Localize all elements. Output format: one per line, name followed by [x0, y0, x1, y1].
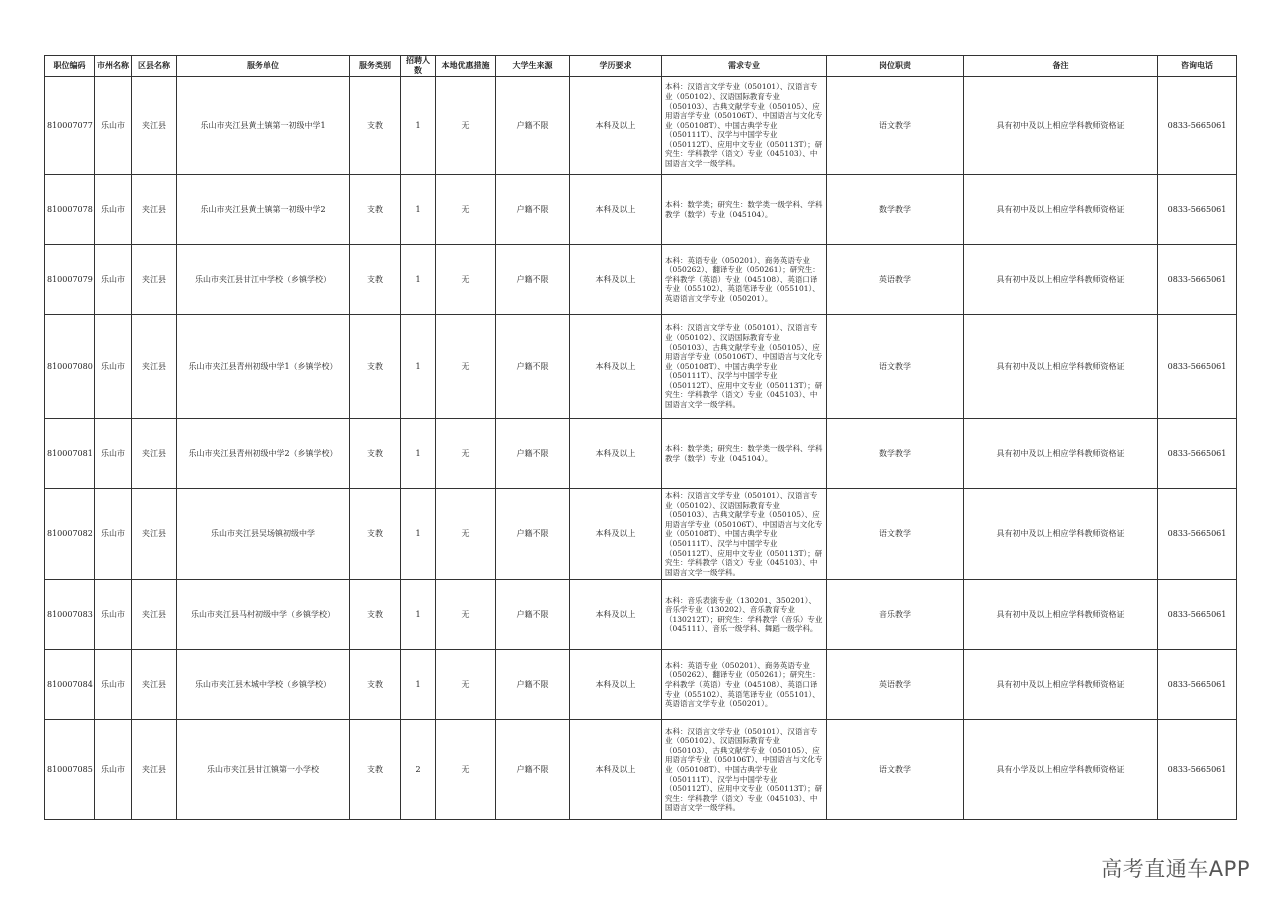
county-cell: 夹江县	[132, 175, 177, 245]
major-cell: 本科：汉语言文学专业（050101）、汉语言专业（050102）、汉语国际教育专业（050103）、古典文献学专业（050105）、应用语言学专业（050106T）、中国语言与文化专业（050108T）、中国古典学专业（050111T）、汉学与中国学专业（050112T）、应用中文专业（050113T）；研究生：学科教学（语文）专业（045103）、中国语言文学一级学科。	[662, 720, 827, 820]
table-row	[45, 245, 1237, 315]
service-type-cell: 支教	[350, 315, 401, 419]
education-cell: 本科及以上	[570, 489, 662, 580]
service-type-cell: 支教	[350, 77, 401, 175]
major-cell: 本科：数学类；研究生：数学类一级学科、学科教学（数学）专业（045104）。	[662, 419, 827, 489]
education-cell: 本科及以上	[570, 77, 662, 175]
job-code-cell: 810007083	[45, 580, 95, 650]
phone-cell: 0833-5665061	[1158, 419, 1237, 489]
city-cell: 乐山市	[95, 175, 132, 245]
unit-cell: 乐山市夹江县青州初级中学2（乡镇学校）	[177, 419, 350, 489]
header-cell: 本地优惠措施	[436, 56, 496, 77]
county-cell: 夹江县	[132, 489, 177, 580]
phone-cell: 0833-5665061	[1158, 175, 1237, 245]
city-cell: 乐山市	[95, 580, 132, 650]
student-source-cell: 户籍不限	[496, 580, 570, 650]
job-code-cell: 810007080	[45, 315, 95, 419]
job-code-cell: 810007081	[45, 419, 95, 489]
county-cell: 夹江县	[132, 419, 177, 489]
remark-cell: 具有初中及以上相应学科教师资格证	[964, 315, 1158, 419]
major-cell: 本科：汉语言文学专业（050101）、汉语言专业（050102）、汉语国际教育专业（050103）、古典文献学专业（050105）、应用语言学专业（050106T）、中国语言与文化专业（050108T）、中国古典学专业（050111T）、汉学与中国学专业（050112T）、应用中文专业（050113T）；研究生：学科教学（语文）专业（045103）、中国语言文学一级学科。	[662, 77, 827, 175]
watermark: 高考直通车APP	[1101, 857, 1250, 881]
header-cell: 学历要求	[570, 56, 662, 77]
major-cell: 本科：汉语言文学专业（050101）、汉语言专业（050102）、汉语国际教育专业（050103）、古典文献学专业（050105）、应用语言学专业（050106T）、中国语言与文化专业（050108T）、中国古典学专业（050111T）、汉学与中国学专业（050112T）、应用中文专业（050113T）；研究生：学科教学（语文）专业（045103）、中国语言文学一级学科。	[662, 489, 827, 580]
phone-cell: 0833-5665061	[1158, 489, 1237, 580]
service-type-cell: 支教	[350, 580, 401, 650]
recruit-count-cell: 1	[401, 245, 436, 315]
local-benefit-cell: 无	[436, 580, 496, 650]
unit-cell: 乐山市夹江县青州初级中学1（乡镇学校）	[177, 315, 350, 419]
duty-cell: 语文教学	[827, 315, 964, 419]
student-source-cell: 户籍不限	[496, 650, 570, 720]
city-cell: 乐山市	[95, 245, 132, 315]
table-row	[45, 580, 1237, 650]
local-benefit-cell: 无	[436, 650, 496, 720]
county-cell: 夹江县	[132, 245, 177, 315]
remark-cell: 具有初中及以上相应学科教师资格证	[964, 245, 1158, 315]
student-source-cell: 户籍不限	[496, 245, 570, 315]
recruit-count-cell: 1	[401, 175, 436, 245]
county-cell: 夹江县	[132, 650, 177, 720]
recruit-count-cell: 1	[401, 650, 436, 720]
header-cell: 市州名称	[95, 56, 132, 77]
remark-cell: 具有初中及以上相应学科教师资格证	[964, 650, 1158, 720]
education-cell: 本科及以上	[570, 315, 662, 419]
header-cell: 服务单位	[177, 56, 350, 77]
local-benefit-cell: 无	[436, 315, 496, 419]
table-row	[45, 489, 1237, 580]
remark-cell: 具有小学及以上相应学科教师资格证	[964, 720, 1158, 820]
header-cell: 咨询电话	[1158, 56, 1237, 77]
recruit-count-cell: 1	[401, 489, 436, 580]
duty-cell: 英语教学	[827, 245, 964, 315]
job-code-cell: 810007079	[45, 245, 95, 315]
education-cell: 本科及以上	[570, 419, 662, 489]
major-cell: 本科：英语专业（050201）、商务英语专业（050262）、翻译专业（050261）；研究生：学科教学（英语）专业（045108）、英语口译专业（055102）、英语笔译专业（055101）、英语语言文学专业（050201）。	[662, 245, 827, 315]
education-cell: 本科及以上	[570, 245, 662, 315]
job-code-cell: 810007078	[45, 175, 95, 245]
student-source-cell: 户籍不限	[496, 720, 570, 820]
recruit-count-cell: 1	[401, 77, 436, 175]
remark-cell: 具有初中及以上相应学科教师资格证	[964, 77, 1158, 175]
recruit-count-cell: 1	[401, 419, 436, 489]
local-benefit-cell: 无	[436, 245, 496, 315]
header-cell: 备注	[964, 56, 1158, 77]
major-cell: 本科：数学类；研究生：数学类一级学科、学科教学（数学）专业（045104）。	[662, 175, 827, 245]
major-cell: 本科：英语专业（050201）、商务英语专业（050262）、翻译专业（050261）；研究生：学科教学（英语）专业（045108）、英语口译专业（055102）、英语笔译专业（055101）、英语语言文学专业（050201）。	[662, 650, 827, 720]
job-code-cell: 810007077	[45, 77, 95, 175]
city-cell: 乐山市	[95, 720, 132, 820]
major-cell: 本科：音乐表演专业（130201、350201）、音乐学专业（130202）、音乐教育专业（130212T）；研究生：学科教学（音乐）专业（045111）、音乐一级学科、舞蹈一级学科。	[662, 580, 827, 650]
county-cell: 夹江县	[132, 77, 177, 175]
table-row	[45, 419, 1237, 489]
remark-cell: 具有初中及以上相应学科教师资格证	[964, 489, 1158, 580]
unit-cell: 乐山市夹江县甘江镇第一小学校	[177, 720, 350, 820]
student-source-cell: 户籍不限	[496, 489, 570, 580]
student-source-cell: 户籍不限	[496, 175, 570, 245]
local-benefit-cell: 无	[436, 419, 496, 489]
education-cell: 本科及以上	[570, 720, 662, 820]
education-cell: 本科及以上	[570, 650, 662, 720]
duty-cell: 数学教学	[827, 419, 964, 489]
phone-cell: 0833-5665061	[1158, 315, 1237, 419]
header-cell: 招聘人数	[401, 56, 436, 77]
phone-cell: 0833-5665061	[1158, 650, 1237, 720]
remark-cell: 具有初中及以上相应学科教师资格证	[964, 175, 1158, 245]
job-code-cell: 810007082	[45, 489, 95, 580]
service-type-cell: 支教	[350, 419, 401, 489]
county-cell: 夹江县	[132, 315, 177, 419]
remark-cell: 具有初中及以上相应学科教师资格证	[964, 419, 1158, 489]
duty-cell: 英语教学	[827, 650, 964, 720]
job-table-body	[45, 77, 1237, 820]
education-cell: 本科及以上	[570, 175, 662, 245]
duty-cell: 语文教学	[827, 77, 964, 175]
service-type-cell: 支教	[350, 489, 401, 580]
student-source-cell: 户籍不限	[496, 419, 570, 489]
recruit-count-cell: 1	[401, 315, 436, 419]
local-benefit-cell: 无	[436, 489, 496, 580]
job-code-cell: 810007084	[45, 650, 95, 720]
student-source-cell: 户籍不限	[496, 77, 570, 175]
job-table	[44, 55, 1237, 820]
county-cell: 夹江县	[132, 720, 177, 820]
duty-cell: 语文教学	[827, 720, 964, 820]
city-cell: 乐山市	[95, 315, 132, 419]
phone-cell: 0833-5665061	[1158, 580, 1237, 650]
table-row	[45, 315, 1237, 419]
unit-cell: 乐山市夹江县黄土镇第一初级中学2	[177, 175, 350, 245]
education-cell: 本科及以上	[570, 580, 662, 650]
student-source-cell: 户籍不限	[496, 315, 570, 419]
local-benefit-cell: 无	[436, 720, 496, 820]
job-code-cell: 810007085	[45, 720, 95, 820]
city-cell: 乐山市	[95, 489, 132, 580]
recruit-count-cell: 1	[401, 580, 436, 650]
city-cell: 乐山市	[95, 650, 132, 720]
table-row	[45, 77, 1237, 175]
duty-cell: 语文教学	[827, 489, 964, 580]
local-benefit-cell: 无	[436, 77, 496, 175]
service-type-cell: 支教	[350, 175, 401, 245]
phone-cell: 0833-5665061	[1158, 77, 1237, 175]
header-cell: 职位编码	[45, 56, 95, 77]
city-cell: 乐山市	[95, 419, 132, 489]
duty-cell: 数学教学	[827, 175, 964, 245]
unit-cell: 乐山市夹江县吴场镇初级中学	[177, 489, 350, 580]
recruit-count-cell: 2	[401, 720, 436, 820]
service-type-cell: 支教	[350, 720, 401, 820]
unit-cell: 乐山市夹江县木城中学校（乡镇学校）	[177, 650, 350, 720]
header-cell: 大学生来源	[496, 56, 570, 77]
service-type-cell: 支教	[350, 245, 401, 315]
phone-cell: 0833-5665061	[1158, 720, 1237, 820]
city-cell: 乐山市	[95, 77, 132, 175]
header-cell: 区县名称	[132, 56, 177, 77]
unit-cell: 乐山市夹江县马村初级中学（乡镇学校）	[177, 580, 350, 650]
unit-cell: 乐山市夹江县黄土镇第一初级中学1	[177, 77, 350, 175]
unit-cell: 乐山市夹江县甘江中学校（乡镇学校）	[177, 245, 350, 315]
header-row	[45, 56, 1237, 77]
service-type-cell: 支教	[350, 650, 401, 720]
header-cell: 岗位职责	[827, 56, 964, 77]
major-cell: 本科：汉语言文学专业（050101）、汉语言专业（050102）、汉语国际教育专业（050103）、古典文献学专业（050105）、应用语言学专业（050106T）、中国语言与文化专业（050108T）、中国古典学专业（050111T）、汉学与中国学专业（050112T）、应用中文专业（050113T）；研究生：学科教学（语文）专业（045103）、中国语言文学一级学科。	[662, 315, 827, 419]
local-benefit-cell: 无	[436, 175, 496, 245]
table-row	[45, 175, 1237, 245]
table-row	[45, 650, 1237, 720]
remark-cell: 具有初中及以上相应学科教师资格证	[964, 580, 1158, 650]
table-row	[45, 720, 1237, 820]
header-cell: 需求专业	[662, 56, 827, 77]
header-cell: 服务类别	[350, 56, 401, 77]
county-cell: 夹江县	[132, 580, 177, 650]
phone-cell: 0833-5665061	[1158, 245, 1237, 315]
duty-cell: 音乐教学	[827, 580, 964, 650]
